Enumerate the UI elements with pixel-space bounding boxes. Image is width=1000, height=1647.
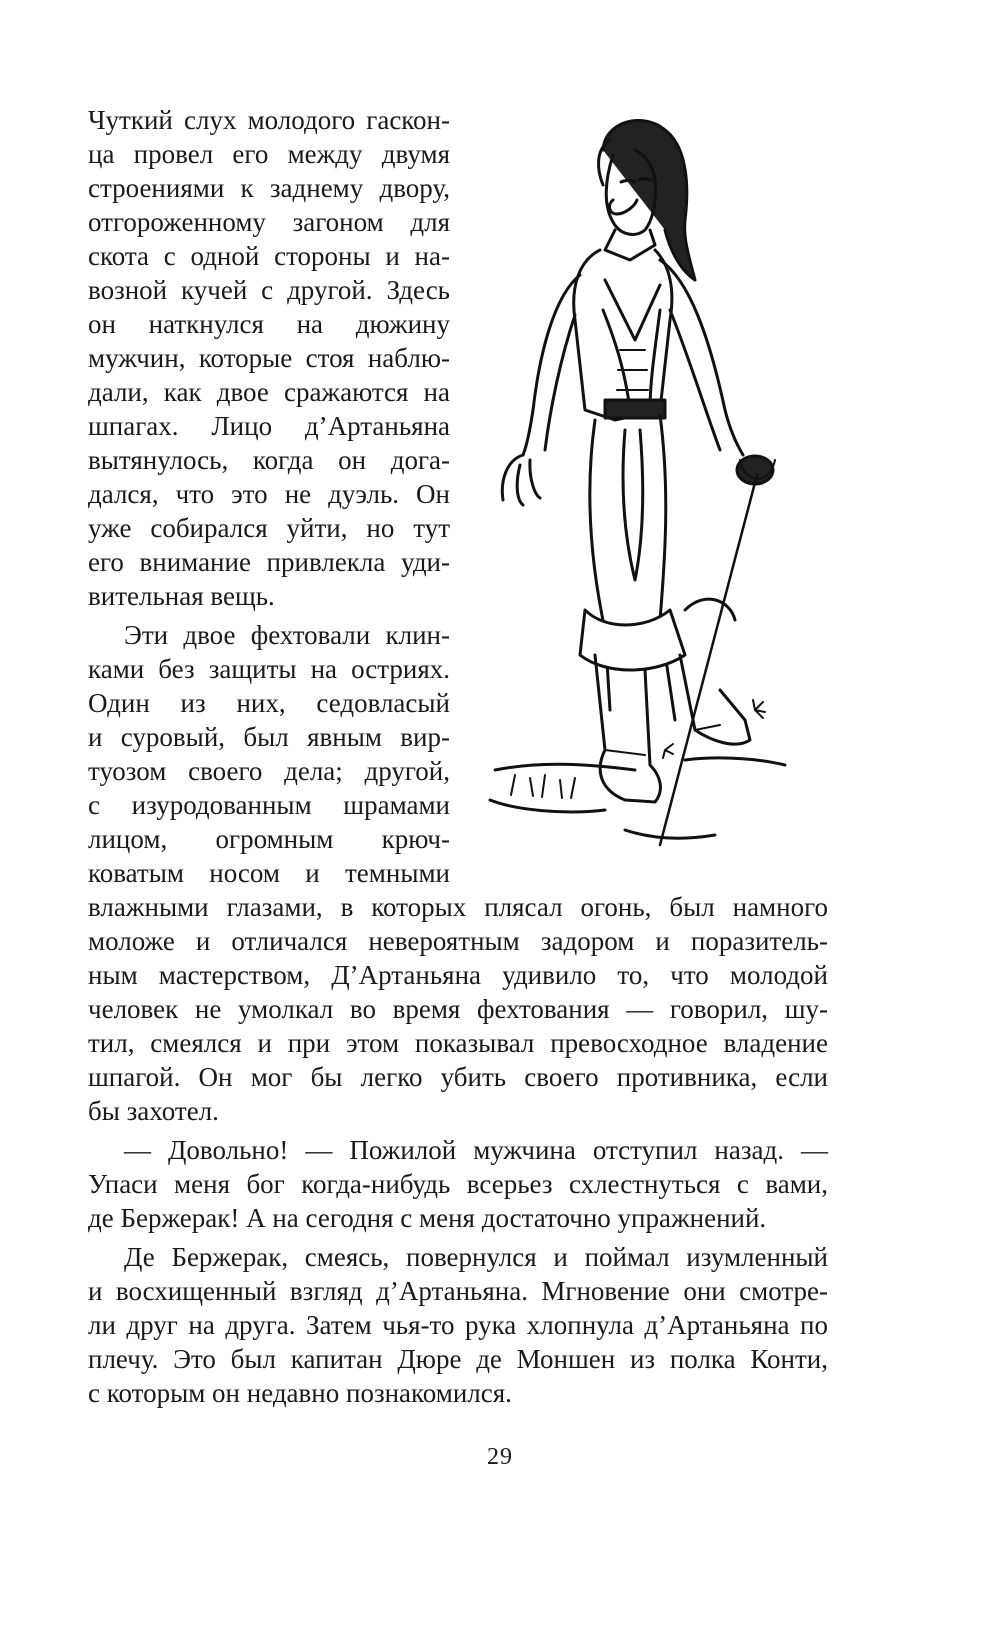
text-line: шпагой. Он мог бы легко убить своего противника, если	[88, 1062, 828, 1092]
ground	[490, 758, 785, 838]
text-line: Де Бержерак, смеясь, повернулся и поймал изумленный	[124, 1242, 828, 1272]
text-line: моложе и отличался невероятным задором и поразитель-	[88, 926, 828, 956]
text-line: вительная вещь.	[88, 581, 275, 611]
text-line: и суровый, был явным вир-	[88, 722, 450, 752]
text-line: ками без защиты на остриях.	[88, 654, 450, 684]
text-line: плечу. Это был капитан Дюре де Моншен из полка Конти,	[88, 1344, 828, 1374]
text-line: мужчин, которые стоя наблю-	[88, 343, 450, 373]
text-line: скота с одной стороны и на-	[88, 241, 450, 271]
text-line: бы захотел.	[88, 1096, 219, 1126]
text-line: вытянулось, когда он дога-	[88, 445, 450, 475]
text-line: тил, смеялся и при этом показывал превосходное владение	[88, 1028, 828, 1058]
text-line: с изуродованным шрамами	[88, 790, 450, 820]
text-line: его внимание привлекла уди-	[88, 547, 450, 577]
text-line: де Бержерак! А на сегодня с меня достаточно упражнений.	[88, 1203, 767, 1233]
text-line: Чуткий слух молодого гаскон-	[88, 105, 450, 135]
text-line: уже собирался уйти, но тут	[88, 513, 450, 543]
text-line: отгороженному загоном для	[88, 207, 450, 237]
text-line: строениями к заднему двору,	[88, 173, 450, 203]
boots	[595, 655, 660, 802]
text-line: дали, как двое сражаются на	[88, 377, 450, 407]
text-line: — Довольно! — Пожилой мужчина отступил назад. —	[124, 1135, 828, 1165]
text-line: шпагах. Лицо д’Артаньяна	[88, 411, 450, 441]
text-line: Эти двое фехтовали клин-	[124, 620, 450, 650]
text-line: Упаси меня бог когда-нибудь всерьез схлестнуться с вами,	[88, 1169, 828, 1199]
text-line: лицом, огромным крюч-	[88, 824, 450, 854]
text-line: коватым носом и темными	[88, 858, 450, 888]
left-arm	[523, 275, 580, 455]
page-number: 29	[487, 1444, 513, 1470]
text-line: он наткнулся на дюжину	[88, 309, 450, 339]
text-line: влажными глазами, в которых плясал огонь, был намного	[88, 892, 828, 922]
text-line: возной кучей с другой. Здесь	[88, 275, 450, 305]
text-line: и восхищенный взгляд д’Артаньяна. Мгновение они смотре-	[88, 1276, 828, 1306]
text-line: с которым он недавно познакомился.	[88, 1378, 512, 1408]
spur-icon	[753, 700, 765, 718]
text-line: туозом своего дела; другой,	[88, 756, 450, 786]
text-line: человек не умолкал во время фехтования — говорил, шу-	[88, 994, 828, 1024]
text-line: дался, что это не дуэль. Он	[88, 479, 450, 509]
text-line: Один из них, седовласый	[88, 688, 450, 718]
musketeer-illustration	[485, 110, 805, 870]
text-line: ным мастерством, Д’Артаньяна удивило то, что молодой	[88, 960, 828, 990]
text-line: ца провел его между двумя	[88, 139, 450, 169]
text-line: ли друг на друга. Затем чья-то рука хлопнула д’Артаньяна по	[88, 1310, 828, 1340]
